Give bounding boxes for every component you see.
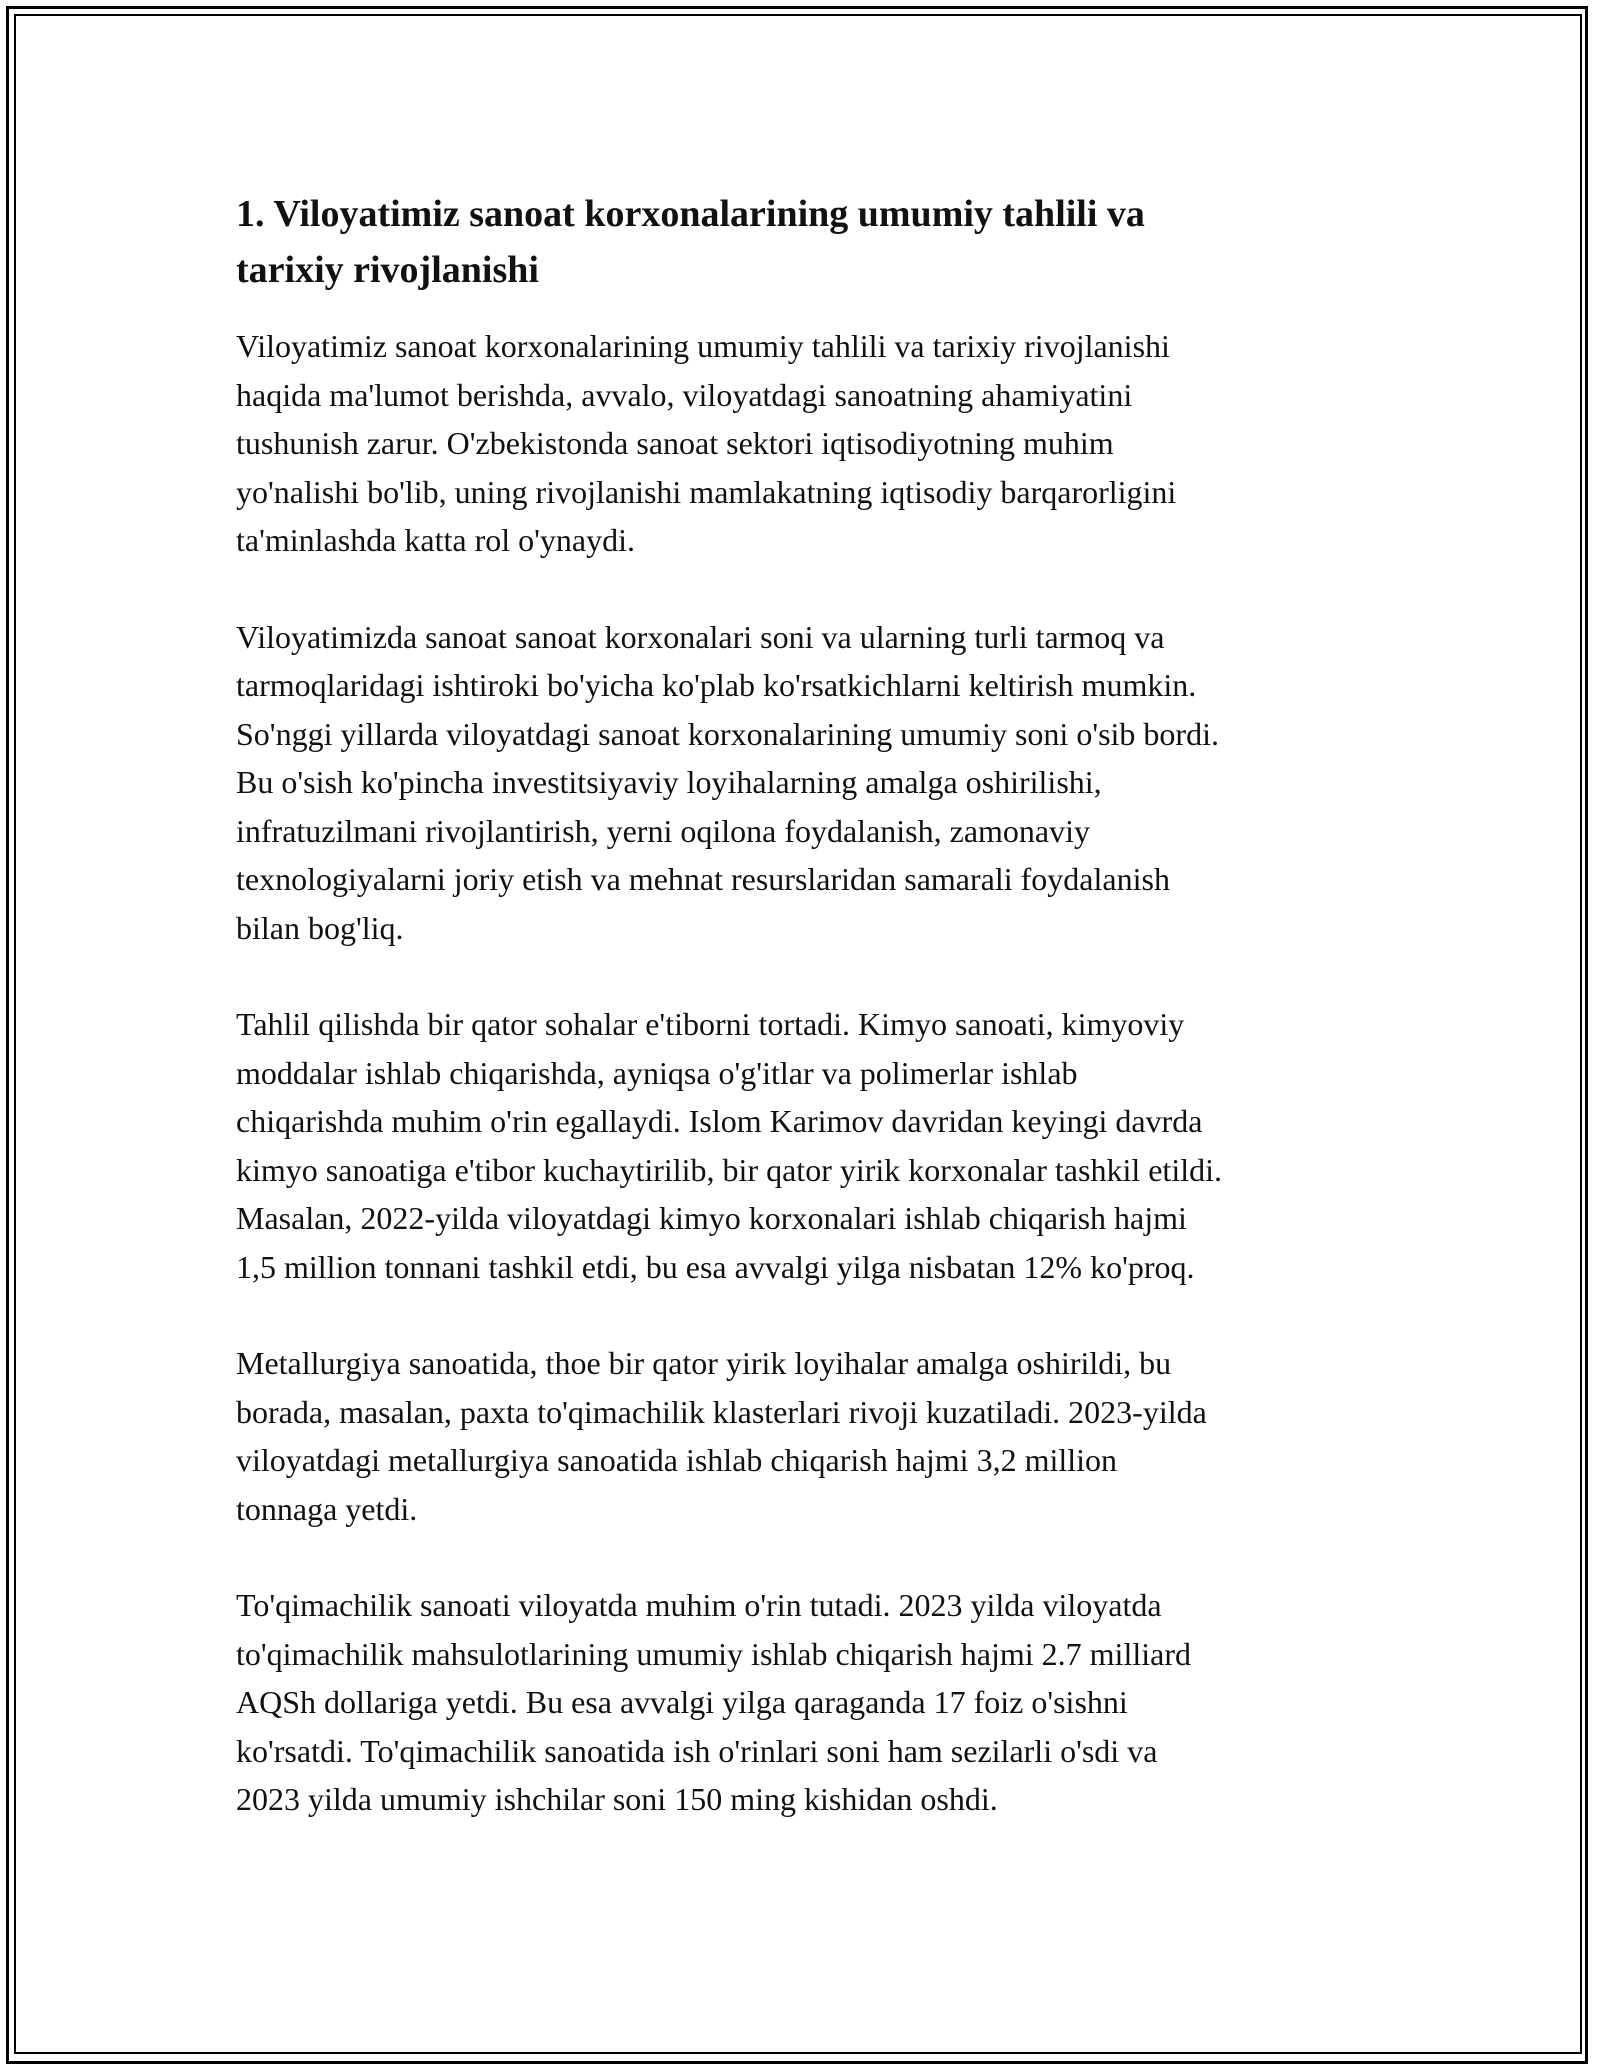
- paragraph-chemical-industry: Tahlil qilishda bir qator sohalar e'tiborni tortadi. Kimyo sanoati, kimyoviy moddalar ishlab chiqarishda, ayniqsa o'g'itlar va polimerlar ishlab chiqarishda muhim o'rin egallaydi. Islom Karimov davridan keyingi davrda kimyo sanoatiga e'tibor kuchaytirilib, bir qator yirik korxonalar tashkil etildi. Masalan, 2022-yilda viloyatdagi kimyo korxonalari ishlab chiqarish hajmi 1,5 million tonnani tashkil etdi, bu esa avvalgi yilga nisbatan 12% ko'proq.: [236, 1006, 1222, 1285]
- paragraph-metallurgy: Metallurgiya sanoatida, thoe bir qator yirik loyihalar amalga oshirildi, bu borada, masalan, paxta to'qimachilik klasterlari rivoji kuzatiladi. 2023-yilda viloyatdagi metallurgiya sanoatida ishlab chiqarish hajmi 3,2 million tonnaga yetdi.: [236, 1345, 1207, 1527]
- paragraph-enterprise-count: Viloyatimizda sanoat sanoat korxonalari soni va ularning turli tarmoq va tarmoqlaridagi ishtiroki bo'yicha ko'plab ko'rsatkichlarni keltirish mumkin. So'nggi yillarda viloyatdagi sanoat korxonalarining umumiy soni o'sib bordi. Bu o'sish ko'pincha investitsiyaviy loyihalarning amalga oshirilishi, infratuzilmani rivojlantirish, yerni oqilona foydalanish, zamonaviy texnologiyalarni joriy etish va mehnat resurslaridan samarali foydalanish bilan bog'liq.: [236, 618, 1219, 946]
- document-body: [236, 186, 1376, 1872]
- section-heading: 1. Viloyatimiz sanoat korxonalarining umumiy tahlili va tarixiy rivojlanishi: [236, 193, 1145, 291]
- paragraph-intro: Viloyatimiz sanoat korxonalarining umumiy tahlili va tarixiy rivojlanishi haqida ma'lumot berishda, avvalo, viloyatdagi sanoatning ahamiyatini tushunish zarur. O'zbekistonda sanoat sektori iqtisodiyotning muhim yo'nalishi bo'lib, uning rivojlanishi mamlakatning iqtisodiy barqarorligini ta'minlashda katta rol o'ynaydi.: [236, 328, 1177, 558]
- paragraph-textile-industry: To'qimachilik sanoati viloyatda muhim o'rin tutadi. 2023 yilda viloyatda to'qimachilik mahsulotlarining umumiy ishlab chiqarish hajmi 2.7 milliard AQSh dollariga yetdi. Bu esa avvalgi yilga qaraganda 17 foiz o'sishni ko'rsatdi. To'qimachilik sanoatida ish o'rinlari soni ham sezilarli o'sdi va 2023 yilda umumiy ishchilar soni 150 ming kishidan oshdi.: [236, 1587, 1191, 1817]
